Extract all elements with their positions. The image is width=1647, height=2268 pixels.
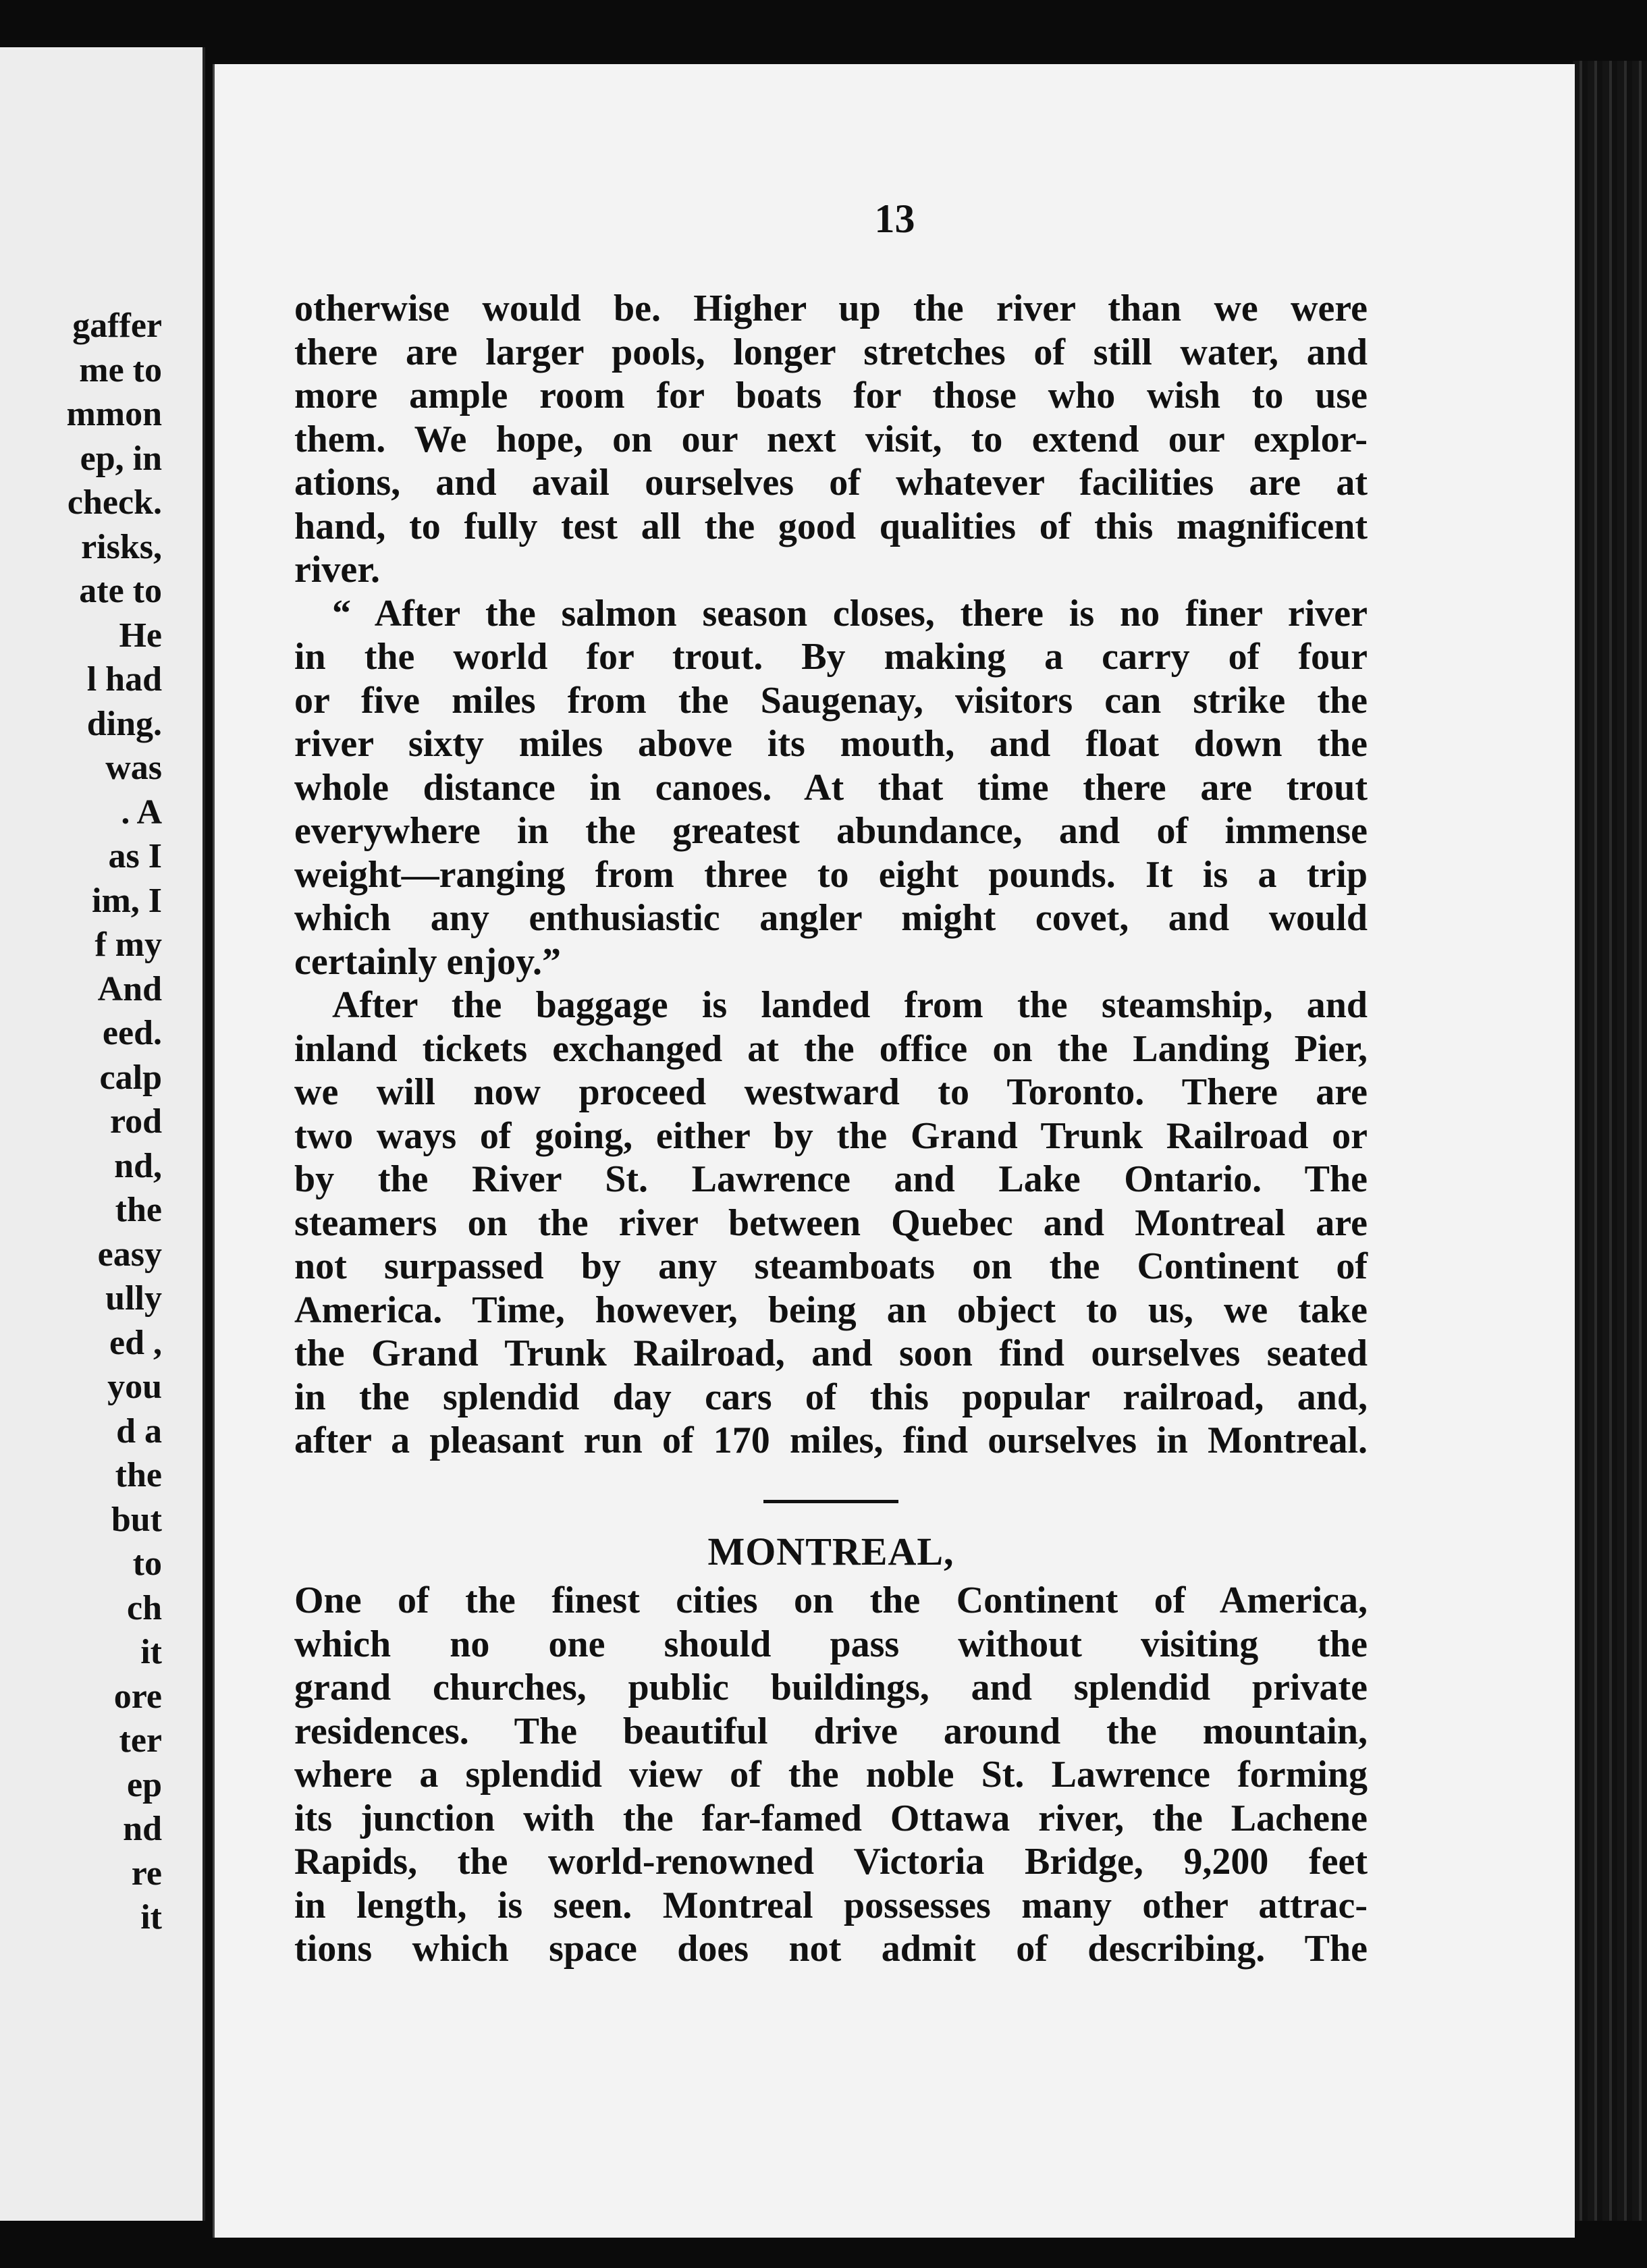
- text-line: tions which space does not admit of describing. The: [294, 1928, 1368, 1970]
- facing-page-line: nd,: [114, 1146, 162, 1185]
- text-line: everywhere in the greatest abundance, and of immense: [294, 810, 1368, 852]
- paragraph: [294, 983, 1368, 1463]
- text-line: Rapids, the world-renowned Victoria Bridge, 9,200 feet: [294, 1841, 1368, 1883]
- facing-page-line: rod: [109, 1102, 162, 1141]
- facing-page-line: ep: [127, 1765, 162, 1804]
- facing-page-line: eed.: [102, 1014, 162, 1052]
- facing-page-line: as I: [108, 837, 162, 875]
- facing-page-line: And: [97, 969, 162, 1008]
- facing-page-line: l had: [86, 660, 162, 699]
- text-line: in the world for trout. By making a carry of four: [294, 636, 1368, 678]
- facing-page-line: ep, in: [80, 439, 162, 478]
- facing-page-text: [0, 304, 162, 1940]
- text-line: hand, to fully test all the good qualities of this magnificent: [294, 505, 1368, 547]
- facing-page-line: nd: [123, 1810, 162, 1848]
- facing-page-line: d a: [116, 1411, 162, 1451]
- text-line: its junction with the far-famed Ottawa river, the Lachene: [294, 1797, 1368, 1839]
- text-line: “ After the salmon season closes, there is no finer river: [332, 592, 1368, 634]
- facing-page-line: it: [140, 1898, 162, 1937]
- paragraph: [294, 592, 1368, 984]
- text-line: ations, and avail ourselves of whatever facilities are at: [294, 462, 1368, 504]
- facing-page-line: it: [140, 1633, 162, 1671]
- paragraph: [294, 287, 1368, 592]
- text-line: grand churches, public buildings, and splendid private: [294, 1667, 1368, 1708]
- facing-page-line: ter: [119, 1721, 162, 1760]
- facing-page-line: He: [119, 616, 162, 655]
- text-line: One of the finest cities on the Continent of America,: [294, 1580, 1368, 1621]
- facing-page-line: easy: [97, 1235, 162, 1274]
- text-line: not surpassed by any steamboats on the Continent of: [294, 1245, 1368, 1287]
- text-line: the Grand Trunk Railroad, and soon find ourselves seated: [294, 1332, 1368, 1374]
- text-line: which any enthusiastic angler might covet, and would: [294, 897, 1368, 939]
- text-line: river sixty miles above its mouth, and float down the: [294, 723, 1368, 765]
- section-divider: [763, 1500, 898, 1503]
- facing-page-line: ding.: [86, 704, 162, 743]
- text-line: residences. The beautiful drive around the mountain,: [294, 1710, 1368, 1752]
- text-line: by the River St. Lawrence and Lake Ontario. The: [294, 1158, 1368, 1200]
- facing-page-line: was: [105, 749, 162, 787]
- paragraph: [294, 1579, 1368, 1971]
- facing-page-line: gaffer: [72, 306, 162, 345]
- text-line: whole distance in canoes. At that time there are trout: [294, 766, 1368, 809]
- text-line: or five miles from the Saugenay, visitors can strike the: [294, 679, 1368, 722]
- text-line: two ways of going, either by the Grand Trunk Railroad or: [294, 1114, 1368, 1157]
- section-heading: MONTREAL,: [707, 1529, 954, 1573]
- facing-page-left: [0, 47, 205, 2221]
- text-line: we will now proceed westward to Toronto. There are: [294, 1071, 1368, 1113]
- text-line: otherwise would be. Higher up the river than we were: [294, 288, 1368, 329]
- facing-page-line: re: [131, 1854, 162, 1893]
- facing-page-line: check.: [67, 483, 162, 522]
- text-line: which no one should pass without visiting the: [294, 1623, 1368, 1665]
- book-binding-edge: [1573, 61, 1647, 2221]
- text-line: in the splendid day cars of this popular railroad, and,: [294, 1376, 1368, 1418]
- facing-page-line: ch: [127, 1588, 162, 1627]
- page-number: 13: [874, 196, 915, 241]
- facing-page-line: ed ,: [109, 1323, 162, 1362]
- facing-page-line: ully: [105, 1279, 162, 1318]
- text-line: more ample room for boats for those who wish to use: [294, 375, 1368, 416]
- facing-page-line: f my: [94, 925, 162, 964]
- facing-page-line: risks,: [81, 527, 162, 566]
- text-line: weight—ranging from three to eight pounds. It is a trip: [294, 853, 1368, 896]
- text-line: After the baggage is landed from the steamship, and: [332, 984, 1368, 1026]
- facing-page-line: but: [111, 1500, 162, 1539]
- text-line: steamers on the river between Quebec and Montreal are: [294, 1202, 1368, 1244]
- text-line: inland tickets exchanged at the office on the Landing Pier,: [294, 1027, 1368, 1070]
- text-line: where a splendid view of the noble St. Lawrence forming: [294, 1754, 1368, 1796]
- facing-page-line: ore: [113, 1677, 162, 1716]
- facing-page-line: im, I: [92, 881, 162, 920]
- text-line: after a pleasant run of 170 miles, find ourselves in Montreal.: [294, 1420, 1368, 1461]
- facing-page-line: . A: [121, 792, 162, 832]
- facing-page-line: mmon: [66, 395, 162, 433]
- facing-page-line: you: [107, 1368, 162, 1406]
- facing-page-line: to: [132, 1544, 162, 1583]
- text-line: certainly enjoy.”: [294, 940, 562, 983]
- book-page: [213, 64, 1575, 2238]
- page-body: [294, 287, 1368, 1971]
- facing-page-line: me to: [79, 350, 162, 389]
- facing-page-line: the: [115, 1191, 162, 1229]
- text-line: in length, is seen. Montreal possesses many other attrac-: [294, 1884, 1368, 1926]
- text-line: them. We hope, on our next visit, to extend our explor-: [294, 418, 1368, 460]
- text-line: river.: [294, 549, 380, 591]
- facing-page-line: the: [115, 1456, 162, 1494]
- facing-page-line: ate to: [79, 572, 162, 610]
- facing-page-line: calp: [99, 1058, 162, 1097]
- text-line: America. Time, however, being an object to us, we take: [294, 1289, 1368, 1331]
- text-line: there are larger pools, longer stretches of still water, and: [294, 331, 1368, 373]
